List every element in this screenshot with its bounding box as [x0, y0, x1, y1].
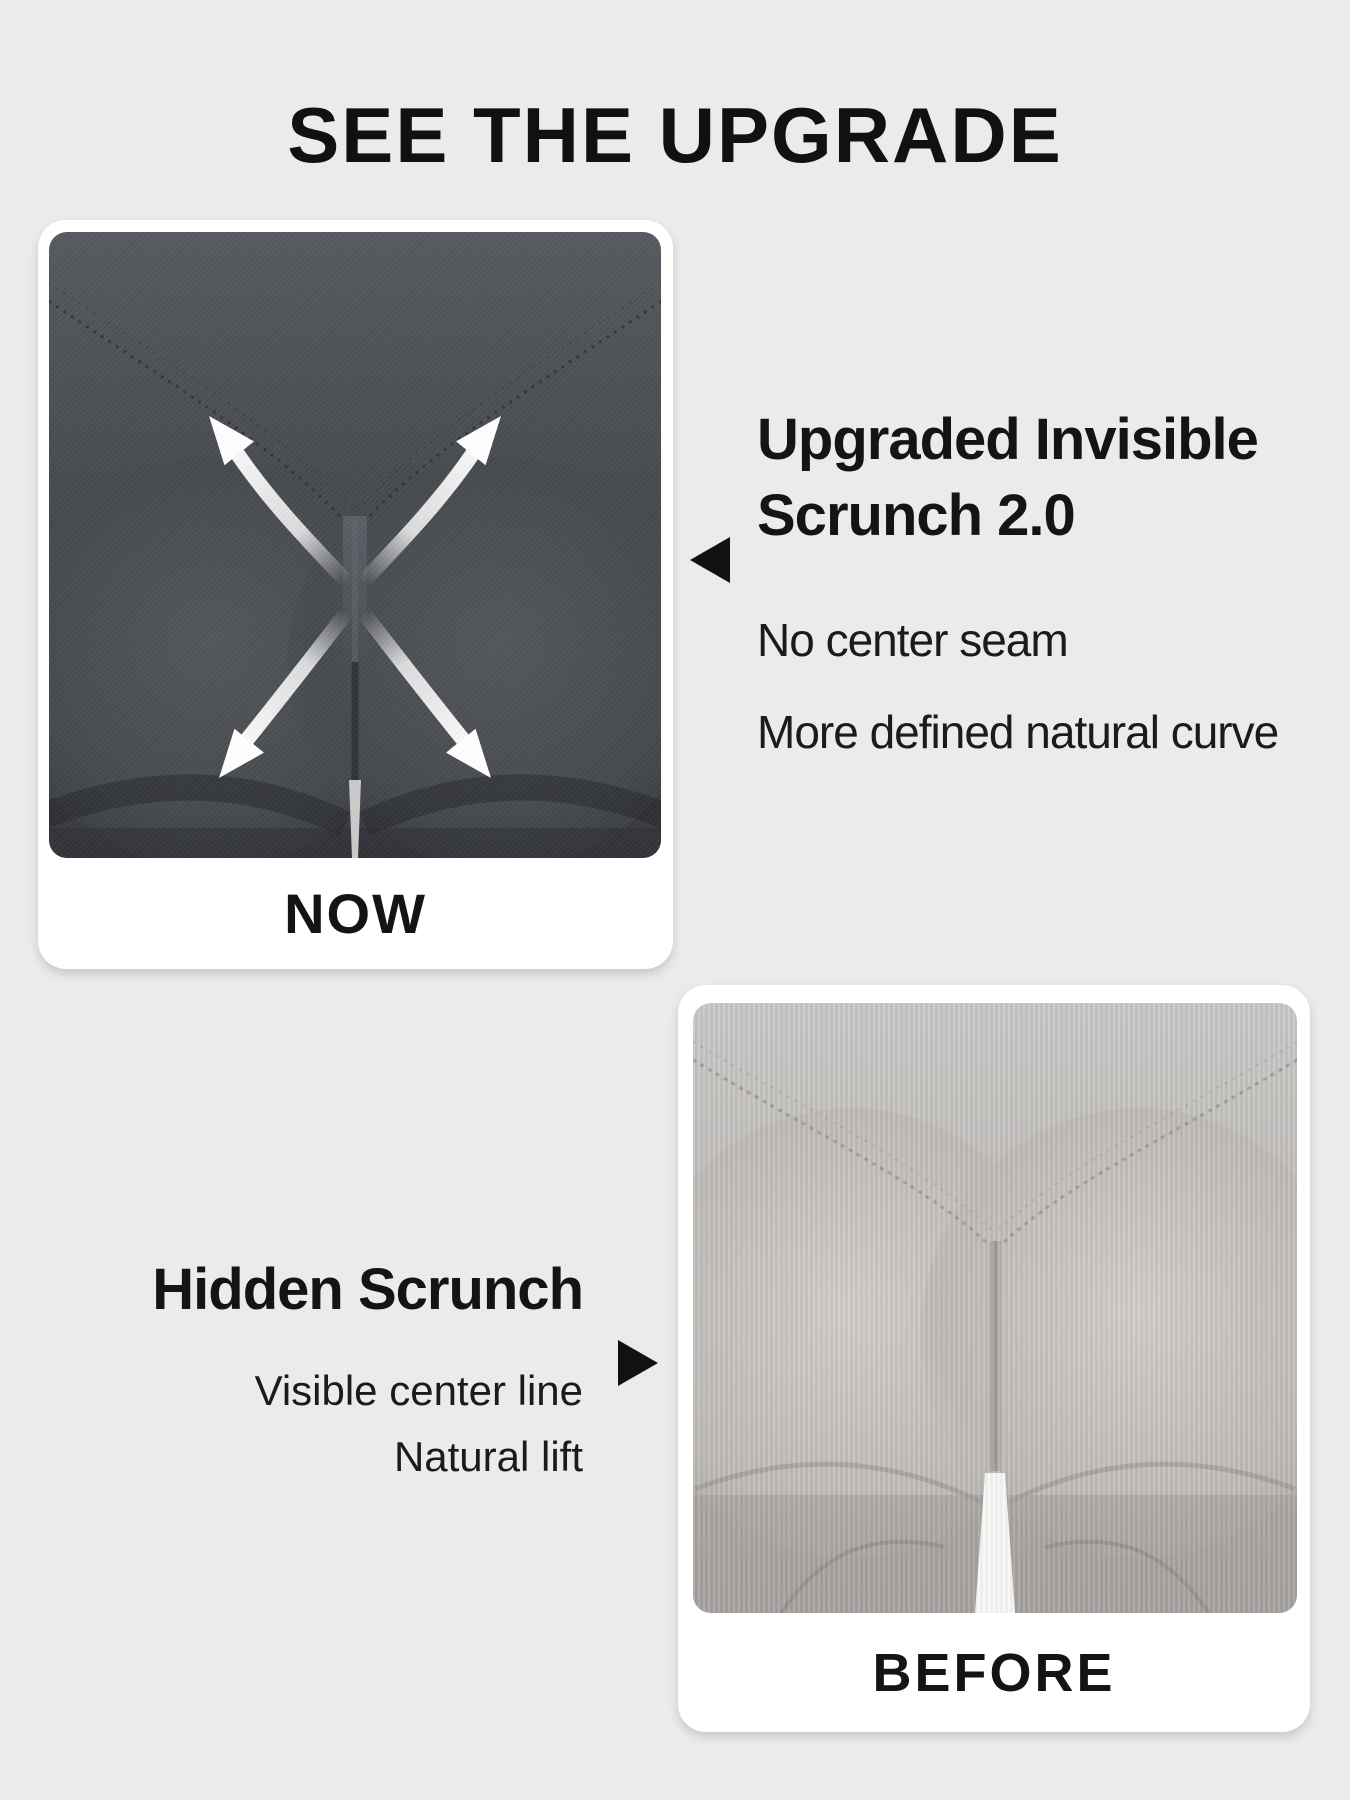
hidden-scrunch-heading: Hidden Scrunch: [152, 1257, 583, 1322]
before-photo: [693, 1003, 1297, 1613]
upgrade-feature-1: No center seam: [757, 614, 1068, 666]
now-photo: [49, 232, 661, 858]
upgrade-heading-line2: Scrunch 2.0: [757, 483, 1075, 548]
upgrade-heading-line1: Upgraded Invisible: [757, 407, 1258, 472]
right-triangle-icon: [618, 1340, 658, 1386]
upgrade-heading: [757, 402, 1258, 554]
now-photo-graphic: [49, 232, 661, 858]
upgrade-features: [757, 594, 1278, 778]
before-label: BEFORE: [872, 1642, 1116, 1703]
now-label: NOW: [284, 882, 427, 945]
before-photo-graphic: [693, 1003, 1297, 1613]
hidden-scrunch-features: [255, 1358, 583, 1490]
hidden-feature-2: Natural lift: [393, 1433, 583, 1480]
hidden-feature-1: Visible center line: [254, 1367, 583, 1414]
before-card: [678, 985, 1310, 1732]
upgrade-feature-2: More defined natural curve: [757, 706, 1279, 758]
now-card: [38, 220, 673, 969]
left-triangle-icon: [690, 537, 730, 583]
page-title: SEE THE UPGRADE: [287, 91, 1063, 179]
